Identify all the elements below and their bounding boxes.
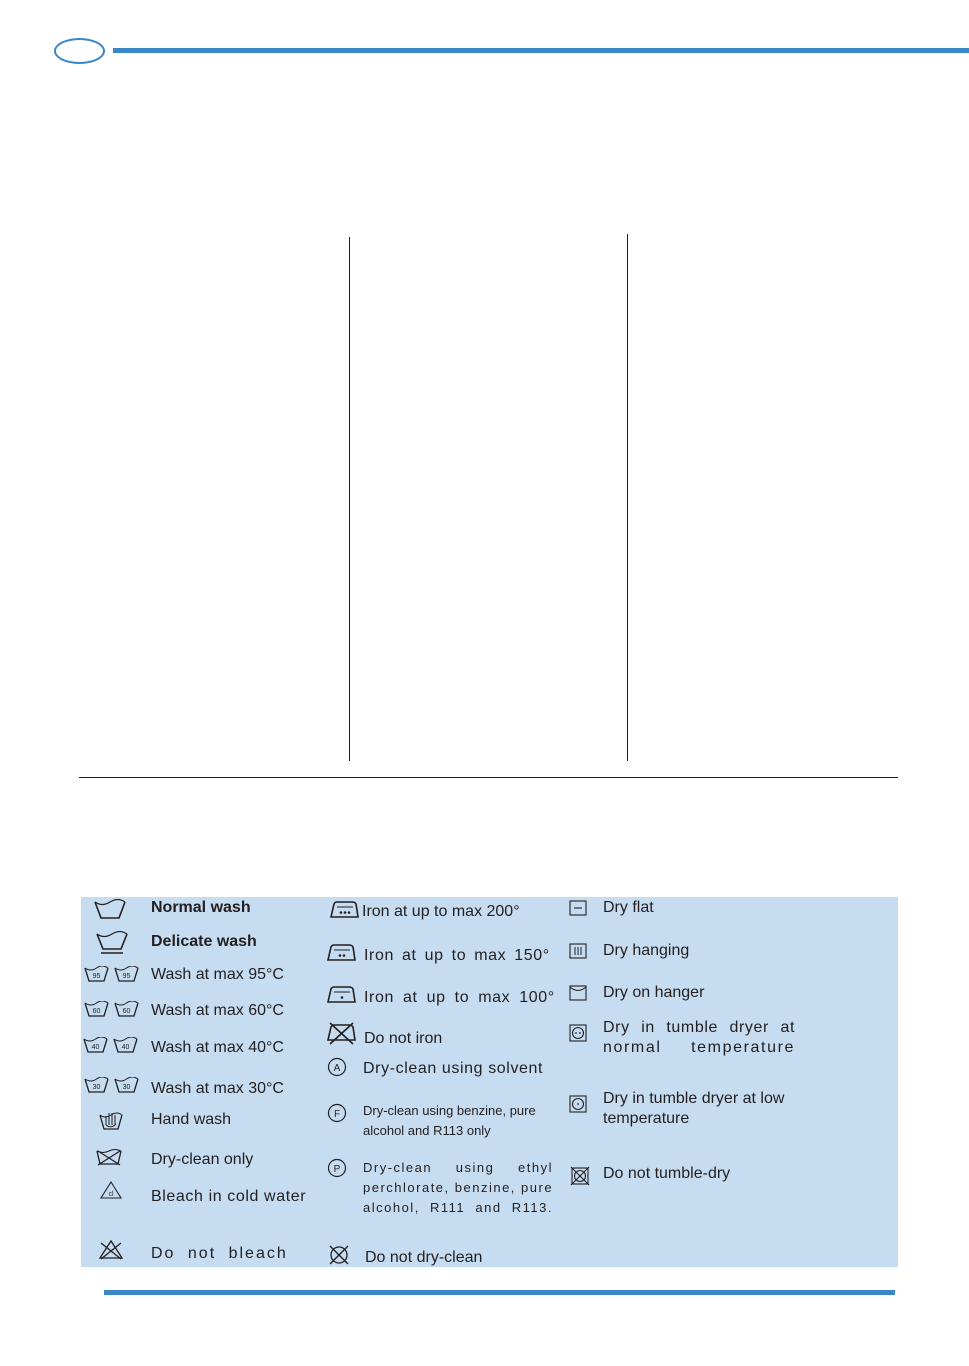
dry-clean-ethyl-line1 [363, 1158, 553, 1178]
language-badge-oval [54, 38, 105, 64]
iron-200-icon [328, 900, 360, 920]
wash-60-icon [84, 1001, 140, 1019]
dry-clean-letter-f: F [333, 1109, 341, 1120]
do-not-bleach-label: Do not bleach [151, 1245, 288, 1262]
dry-clean-only-label: Dry-clean only [151, 1151, 254, 1168]
dry-flat-label: Dry flat [603, 899, 654, 916]
delicate-wash-label: Delicate wash [151, 933, 257, 950]
dry-clean-benzine-line2: alcohol and R113 only [363, 1123, 491, 1138]
dry-clean-ethyl-line3-text: alcohol, R111 and R113. [363, 1200, 553, 1215]
tub-number-60-left: 60 [92, 1008, 101, 1015]
wash-95-label: Wash at max 95°C [151, 966, 284, 983]
tumble-normal-line1 [603, 1018, 795, 1038]
delicate-wash-icon [95, 931, 129, 955]
iron-150-icon [325, 943, 357, 963]
tumble-normal-line1-text: Dry in tumble dryer at [603, 1019, 795, 1036]
tub-number-95-left: 95 [92, 973, 101, 980]
bleach-cold-icon [99, 1180, 123, 1200]
dry-clean-letter-a: A [333, 1063, 341, 1074]
wash-60-label: Wash at max 60°C [151, 1002, 284, 1019]
dry-clean-solvent-label: Dry-clean using solvent [363, 1060, 544, 1077]
tub-number-95-right: 95 [122, 973, 131, 980]
do-not-iron-icon [325, 1021, 357, 1045]
tumble-normal-line2 [603, 1038, 795, 1058]
dry-hanging-icon [569, 943, 587, 959]
tub-number-40-left: 40 [91, 1044, 100, 1051]
dry-clean-ethyl-line2 [363, 1178, 553, 1198]
dry-clean-ethyl-line1-text: Dry-clean using ethyl [363, 1160, 553, 1175]
bleach-cl-mark: cl [108, 1191, 114, 1198]
wash-30-icon [84, 1077, 140, 1095]
care-symbols-panel [81, 897, 898, 1267]
dry-clean-ethyl-line3 [363, 1198, 553, 1218]
dry-flat-icon [569, 900, 587, 916]
iron-150-label: Iron at up to max 150° [364, 947, 550, 964]
dry-clean-f-icon [327, 1103, 347, 1123]
column-divider-right [627, 234, 628, 761]
dry-clean-benzine-line1: Dry-clean using benzine, pure [363, 1103, 536, 1118]
dry-clean-p-icon [327, 1158, 347, 1178]
wash-40-icon [83, 1037, 139, 1055]
header-rule [113, 48, 969, 53]
dry-clean-letter-p: P [333, 1164, 341, 1175]
tumble-low-line2: temperature [603, 1110, 690, 1127]
bleach-cold-label: Bleach in cold water [151, 1188, 307, 1205]
wash-40-label: Wash at max 40°C [151, 1039, 284, 1056]
tumble-normal-icon [569, 1024, 587, 1042]
tub-number-30-left: 30 [92, 1084, 101, 1091]
tumble-low-line1: Dry in tumble dryer at low [603, 1090, 785, 1107]
tub-number-60-right: 60 [122, 1008, 131, 1015]
do-not-dry-clean-label: Do not dry-clean [365, 1249, 483, 1266]
column-divider-left [349, 237, 350, 761]
do-not-tumble-dry-label: Do not tumble-dry [603, 1165, 731, 1182]
tumble-normal-line2-text: normal temperature [603, 1039, 795, 1056]
dry-clean-only-icon [95, 1149, 123, 1167]
iron-100-label: Iron at up to max 100° [364, 989, 555, 1006]
section-divider [79, 777, 898, 778]
normal-wash-icon [93, 899, 127, 921]
dry-hanging-label: Dry hanging [603, 942, 690, 959]
dry-on-hanger-icon [569, 985, 587, 1001]
do-not-dry-clean-icon [328, 1244, 350, 1266]
wash-30-label: Wash at max 30°C [151, 1080, 284, 1097]
tub-number-40-right: 40 [121, 1044, 130, 1051]
hand-wash-label: Hand wash [151, 1111, 232, 1128]
do-not-bleach-icon [97, 1239, 125, 1261]
do-not-iron-label: Do not iron [364, 1030, 443, 1047]
footer-rule [104, 1290, 895, 1295]
dry-clean-a-icon [327, 1057, 347, 1077]
hand-wash-icon [98, 1109, 124, 1131]
normal-wash-label: Normal wash [151, 899, 251, 916]
wash-95-icon [84, 966, 140, 984]
iron-100-icon [325, 985, 357, 1005]
dry-on-hanger-label: Dry on hanger [603, 984, 705, 1001]
tumble-low-icon [569, 1095, 587, 1113]
iron-200-label: Iron at up to max 200° [362, 903, 520, 920]
tub-number-30-right: 30 [122, 1084, 131, 1091]
dry-clean-ethyl-line2-text: perchlorate, benzine, pure [363, 1180, 554, 1195]
do-not-tumble-dry-icon [570, 1166, 590, 1186]
